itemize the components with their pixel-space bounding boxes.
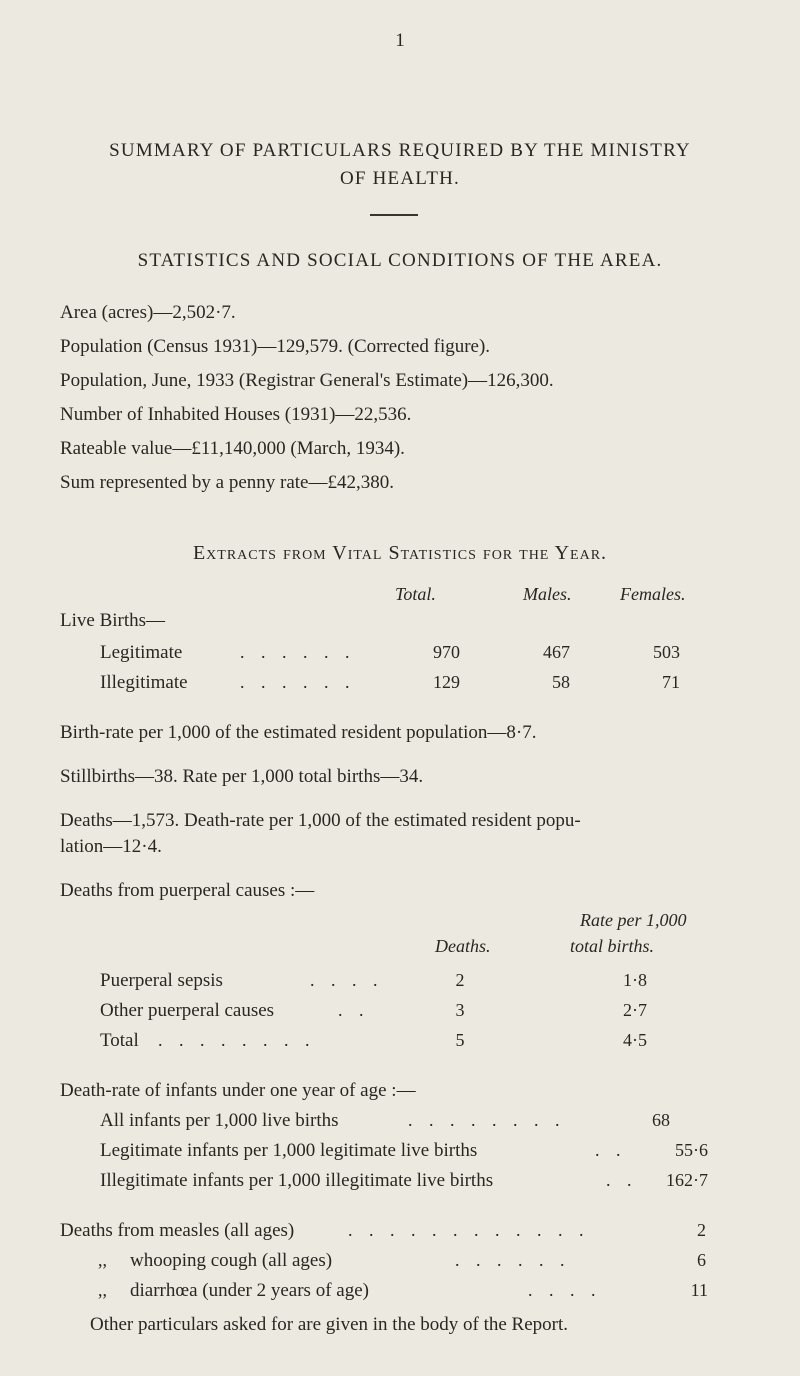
infant-row-label: Illegitimate infants per 1,000 illegitimate live births — [100, 1170, 494, 1191]
infant-intro: Death-rate of infants under one year of age :— — [60, 1080, 416, 1101]
main-title-line-1: SUMMARY OF PARTICULARS REQUIRED BY THE MINISTRY — [109, 140, 691, 161]
births-header-males: Males. — [523, 584, 572, 604]
leader-dots: . . . . . . — [240, 672, 356, 692]
fact-population-estimate: Population, June, 1933 (Registrar General's Estimate)—126,300. — [60, 370, 554, 391]
infant-all-value: 68 — [652, 1110, 670, 1130]
section-title: STATISTICS AND SOCIAL CONDITIONS OF THE AREA. — [137, 250, 663, 271]
puerperal-header-deaths: Deaths. — [435, 936, 491, 956]
births-group-label: Live Births— — [60, 610, 166, 631]
infant-illegitimate-value: 162·7 — [666, 1170, 708, 1190]
puerperal-other-deaths: 3 — [455, 1000, 465, 1020]
puerperal-row-label: Puerperal sepsis — [100, 970, 223, 991]
births-header-females: Females. — [620, 584, 686, 604]
leader-dots: . . . . — [310, 970, 384, 990]
infant-legitimate-value: 55·6 — [675, 1140, 708, 1160]
puerperal-intro: Deaths from puerperal causes :— — [60, 880, 315, 901]
leader-dots: . . . . . . . . — [158, 1030, 316, 1050]
leader-dots: . . — [595, 1140, 627, 1160]
infant-row-label: Legitimate infants per 1,000 legitimate live births — [100, 1140, 478, 1161]
births-row-label: Legitimate — [100, 642, 183, 663]
stillbirths: Stillbirths—38. Rate per 1,000 total births—34. — [60, 766, 424, 787]
disease-row-label: whooping cough (all ages) — [130, 1250, 333, 1271]
leader-dots: . . . . — [528, 1280, 602, 1300]
deaths-measles-value: 2 — [697, 1220, 706, 1240]
leader-dots: . . . . . . — [240, 642, 356, 662]
fact-penny-rate: Sum represented by a penny rate—£42,380. — [60, 472, 394, 493]
puerperal-row-label: Other puerperal causes — [100, 1000, 275, 1021]
births-illegitimate-females: 71 — [662, 672, 680, 692]
births-legitimate-males: 467 — [543, 642, 570, 662]
fact-area: Area (acres)—2,502·7. — [60, 302, 236, 323]
infant-row-label: All infants per 1,000 live births — [100, 1110, 339, 1131]
births-row-label: Illegitimate — [100, 672, 188, 693]
disease-row-label: diarrhœa (under 2 years of age) — [130, 1280, 369, 1301]
births-legitimate-females: 503 — [653, 642, 680, 662]
birth-rate: Birth-rate per 1,000 of the estimated resident population—8·7. — [60, 722, 537, 743]
puerperal-row-label: Total — [100, 1030, 139, 1051]
leader-dots: . . . . . . . . — [408, 1110, 566, 1130]
puerperal-other-rate: 2·7 — [623, 1000, 647, 1020]
deaths-line-2: lation—12·4. — [60, 836, 162, 857]
births-illegitimate-total: 129 — [433, 672, 460, 692]
title-divider — [370, 214, 418, 216]
puerperal-total-rate: 4·5 — [623, 1030, 647, 1050]
footer-note: Other particulars asked for are given in the body of the Report. — [90, 1314, 569, 1335]
births-legitimate-total: 970 — [433, 642, 460, 662]
extracts-title: Extracts from Vital Statistics for the Year. — [192, 542, 608, 564]
fact-population-census: Population (Census 1931)—129,579. (Corrected figure). — [60, 336, 491, 357]
leader-dots: . . . . . . . . . . . . — [348, 1220, 590, 1240]
puerperal-sepsis-rate: 1·8 — [623, 970, 647, 990]
ditto-mark: ,, — [98, 1250, 107, 1270]
ditto-mark: ,, — [98, 1280, 107, 1300]
disease-row-label: Deaths from measles (all ages) — [60, 1220, 295, 1241]
leader-dots: . . — [338, 1000, 370, 1020]
deaths-line-1: Deaths—1,573. Death-rate per 1,000 of the estimated resident popu- — [60, 810, 581, 831]
puerperal-header-rate-2: total births. — [570, 936, 655, 956]
deaths-whooping-cough-value: 6 — [697, 1250, 706, 1270]
puerperal-header-rate-1: Rate per 1,000 — [580, 910, 687, 930]
leader-dots: . . — [606, 1170, 638, 1190]
births-illegitimate-males: 58 — [552, 672, 570, 692]
puerperal-total-deaths: 5 — [455, 1030, 465, 1050]
puerperal-sepsis-deaths: 2 — [455, 970, 465, 990]
births-header-total: Total. — [395, 584, 436, 604]
page-number: 1 — [395, 30, 405, 51]
fact-rateable-value: Rateable value—£11,140,000 (March, 1934). — [60, 438, 405, 459]
fact-inhabited-houses: Number of Inhabited Houses (1931)—22,536. — [60, 404, 412, 425]
leader-dots: . . . . . . — [455, 1250, 571, 1270]
deaths-diarrhoea-value: 11 — [690, 1280, 708, 1300]
main-title-line-2: OF HEALTH. — [339, 168, 461, 189]
